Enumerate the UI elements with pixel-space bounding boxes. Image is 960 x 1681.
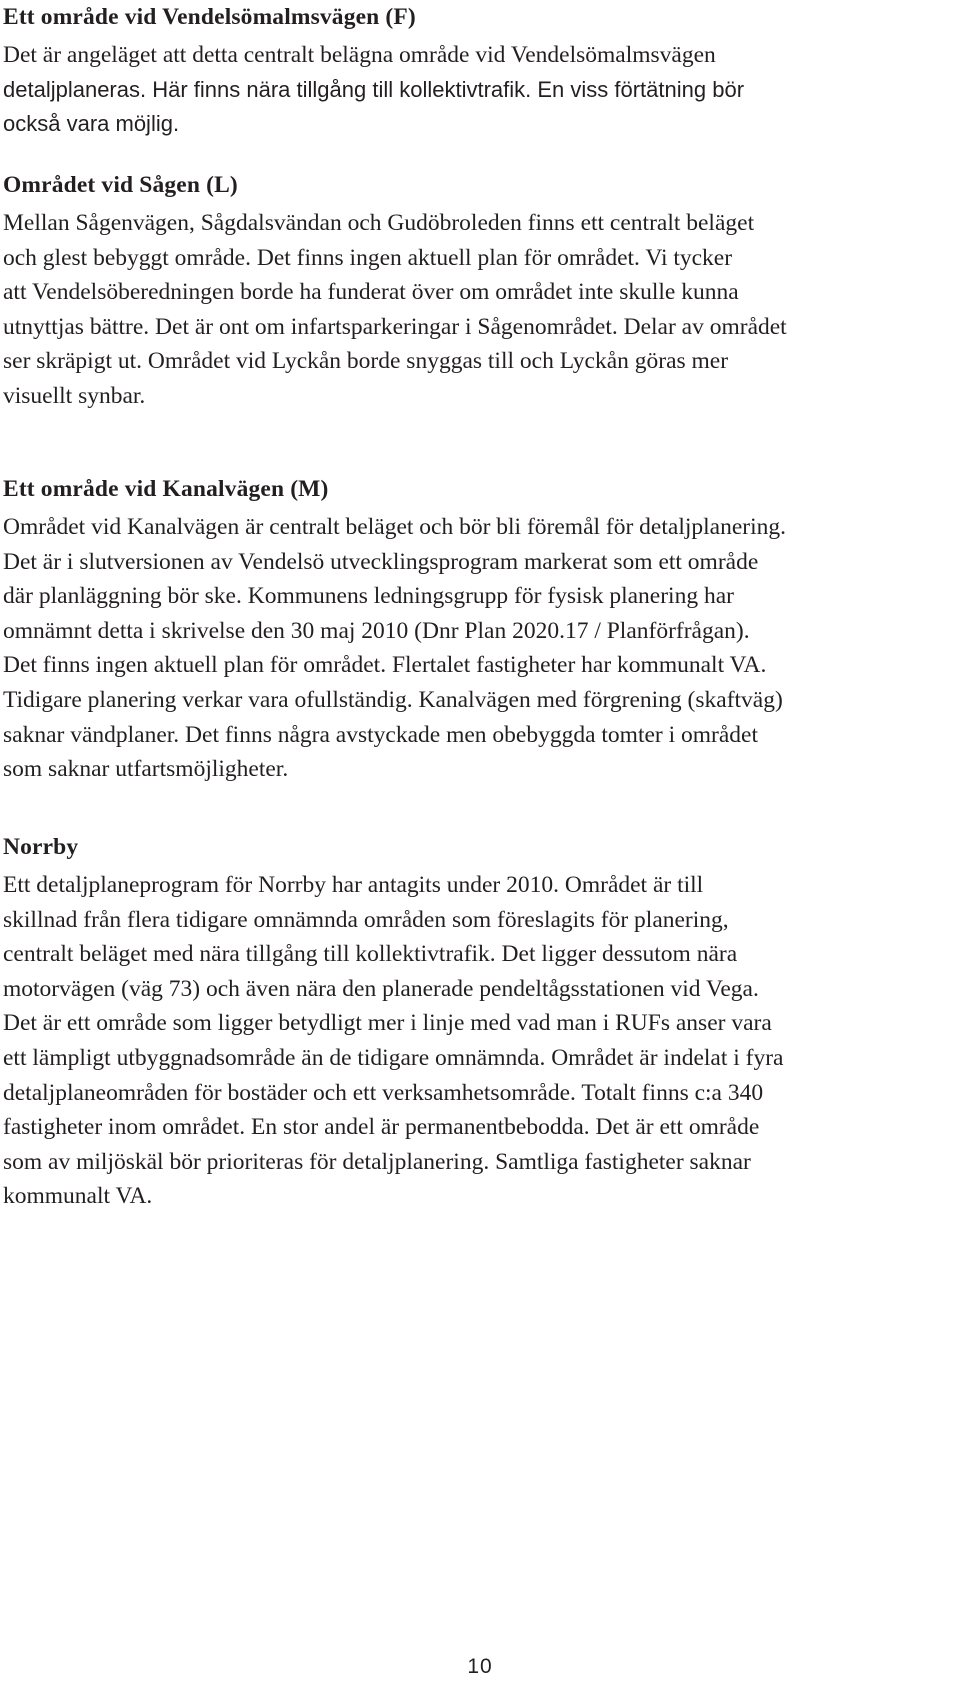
paragraph-line: som av miljöskäl bör prioriteras för detaljplanering. Samtliga fastigheter saknar — [3, 1148, 751, 1175]
paragraph-line: ett lämpligt utbyggnadsområde än de tidigare omnämnda. Området är indelat i fyra — [3, 1044, 784, 1071]
paragraph-line: motorvägen (väg 73) och även nära den planerade pendeltågsstationen vid Vega. — [3, 975, 759, 1002]
paragraph-line: där planläggning bör ske. Kommunens ledningsgrupp för fysisk planering har — [3, 583, 734, 610]
paragraph-line: saknar vändplaner. Det finns några avstyckade men obebyggda tomter i området — [3, 721, 759, 748]
paragraph-line: Det finns ingen aktuell plan för området. Flertalet fastigheter har kommunalt VA. — [3, 652, 767, 679]
paragraph-line: kommunalt VA. — [3, 1183, 153, 1210]
section-paragraph — [3, 868, 783, 1214]
section-heading: Norrby — [3, 834, 79, 860]
paragraph-line: utnyttjas bättre. Det är ont om infartsparkeringar i Sågenområdet. Delar av området — [3, 313, 787, 340]
paragraph-line: Tidigare planering verkar vara ofullständig. Kanalvägen med förgrening (skaftväg) — [3, 686, 783, 713]
paragraph-line: att Vendelsöberedningen borde ha funderat över om området inte skulle kunna — [3, 279, 739, 306]
paragraph-line: fastigheter inom området. En stor andel är permanentbebodda. Det är ett område — [3, 1114, 760, 1141]
paragraph-line: visuellt synbar. — [3, 382, 146, 409]
paragraph-line: detaljplaneras. Här finns nära tillgång till kollektivtrafik. En viss förtätning bör — [3, 76, 745, 102]
paragraph-line: Mellan Sågenvägen, Sågdalsvändan och Gudöbroleden finns ett centralt beläget — [3, 210, 755, 236]
page-number: 10 — [467, 1655, 493, 1678]
paragraph-line: Det är angeläget att detta centralt belägna område vid Vendelsömalmsvägen — [3, 42, 716, 68]
section-paragraph — [3, 38, 744, 142]
section-kanalvagen — [3, 472, 786, 787]
paragraph-line: och glest bebyggt område. Det finns ingen aktuell plan för området. Vi tycker — [3, 244, 733, 271]
paragraph-line: också vara möjlig. — [3, 111, 180, 137]
section-heading: Området vid Sågen (L) — [3, 172, 238, 198]
paragraph-line: Ett detaljplaneprogram för Norrby har antagits under 2010. Området är till — [3, 872, 704, 898]
paragraph-line: omnämnt detta i skrivelse den 30 maj 2010 (Dnr Plan 2020.17 / Planförfrågan). — [3, 617, 750, 644]
paragraph-line: centralt beläget med nära tillgång till kollektivtrafik. Det ligger dessutom nära — [3, 941, 738, 968]
section-heading: Ett område vid Vendelsömalmsvägen (F) — [3, 4, 416, 30]
section-norrby — [3, 830, 783, 1214]
paragraph-line: detaljplaneområden för bostäder och ett verksamhetsområde. Totalt finns c:a 340 — [3, 1079, 764, 1106]
paragraph-line: ser skräpigt ut. Området vid Lyckån borde snyggas till och Lyckån göras mer — [3, 348, 729, 375]
section-paragraph — [3, 510, 786, 787]
paragraph-line: Det är ett område som ligger betydligt mer i linje med vad man i RUFs anser vara — [3, 1010, 772, 1037]
section-sagen — [3, 168, 787, 414]
paragraph-line: skillnad från flera tidigare omnämnda områden som föreslagits för planering, — [3, 906, 729, 933]
section-vendelsomalmsvagen — [3, 0, 744, 142]
section-heading: Ett område vid Kanalvägen (M) — [3, 476, 329, 502]
paragraph-line: Området vid Kanalvägen är centralt beläget och bör bli föremål för detaljplanering. — [3, 514, 787, 540]
paragraph-line: som saknar utfartsmöjligheter. — [3, 756, 289, 783]
section-paragraph — [3, 206, 787, 414]
paragraph-line: Det är i slutversionen av Vendelsö utvecklingsprogram markerat som ett område — [3, 548, 759, 575]
